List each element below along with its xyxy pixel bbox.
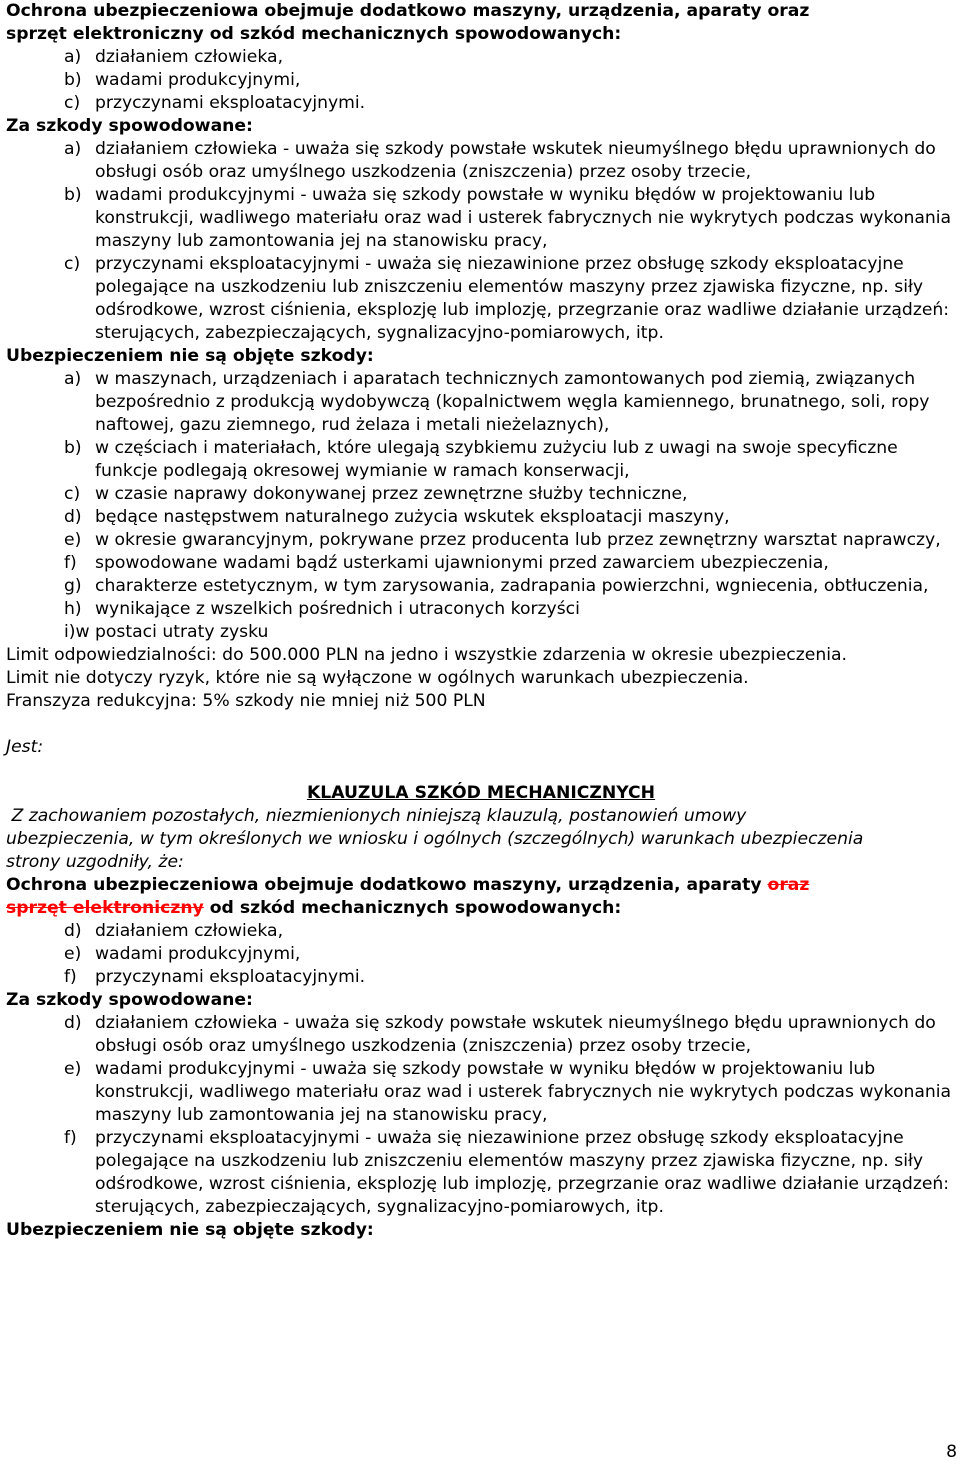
list-item [64, 483, 956, 506]
item-text: wadami produkcyjnymi, [95, 70, 301, 90]
item-label: b) [64, 185, 82, 205]
s1-limit-line2: Limit nie dotyczy ryzyk, które nie są wyłączone w ogólnych warunkach ubezpieczenia. [6, 668, 749, 688]
clause-preamble-line3: strony uzgodniły, że: [6, 852, 184, 872]
clause-preamble-line1: Z zachowaniem pozostałych, niezmienionych niniejszą klauzulą, postanowień umowy [6, 806, 747, 826]
item-label: i) [64, 622, 76, 642]
s1-damages-heading: Za szkody spowodowane: [6, 116, 253, 136]
list-item [64, 1127, 956, 1219]
list-item [64, 92, 956, 115]
spacer [6, 759, 956, 782]
item-text: w postaci utraty zysku [75, 622, 269, 642]
s1-exclusions-heading: Ubezpieczeniem nie są objęte szkody: [6, 346, 374, 366]
item-text: przyczynami eksploatacyjnymi. [95, 93, 366, 113]
s1-damages-list [6, 138, 956, 345]
s2-causes-list [6, 920, 956, 989]
item-text: w czasie naprawy dokonywanej przez zewnętrzne służby techniczne, [95, 484, 688, 504]
struck-text: oraz [767, 875, 810, 895]
item-label: e) [64, 530, 82, 550]
jest-label: Jest: [6, 737, 44, 757]
item-text: działaniem człowieka, [95, 47, 284, 67]
item-label: f) [64, 553, 77, 573]
item-text: spowodowane wadami bądź usterkami ujawnionymi przed zawarciem ubezpieczenia, [95, 553, 829, 573]
item-text: działaniem człowieka - uważa się szkody powstałe wskutek nieumyślnego błędu uprawnionych do obsługi osób oraz umyślnego uszkodzenia (zniszczenia) przez osoby trzecie, [95, 1013, 936, 1056]
item-label: a) [64, 369, 82, 389]
item-label: a) [64, 139, 82, 159]
item-label: c) [64, 484, 81, 504]
item-text: w maszynach, urządzeniach i aparatach technicznych zamontowanych pod ziemią, związanych bezpośrednio z produkcją wydobywczą (kopalnictwem węgla kamiennego, brunatnego, soli, ropy naftowej, gazu ziemnego, rud żelaza i metali nieżelaznych), [95, 369, 930, 435]
item-text: działaniem człowieka, [95, 921, 284, 941]
s2-intro-line2 [6, 897, 956, 920]
document-page [6, 0, 956, 1242]
item-label: c) [64, 93, 81, 113]
s2-damages-list [6, 1012, 956, 1219]
list-item [64, 253, 956, 345]
list-item [64, 598, 956, 621]
item-text: w częściach i materiałach, które ulegają szybkiemu zużyciu lub z uwagi na swoje specyficzne funkcje podlegają okresowej wymianie w ramach konserwacji, [95, 438, 898, 481]
s1-causes-list [6, 46, 956, 115]
s2-intro-text: od szkód mechanicznych spowodowanych: [203, 898, 622, 918]
item-label: b) [64, 438, 82, 458]
item-label: d) [64, 1013, 82, 1033]
item-text: wadami produkcyjnymi - uważa się szkody powstałe w wyniku błędów w projektowaniu lub konstrukcji, wadliwego materiału oraz wad i usterek fabrycznych nie wykrytych podczas wykonania maszyny lub zamontowania jej na stanowisku pracy, [95, 1059, 952, 1125]
list-item [64, 46, 956, 69]
item-text: przyczynami eksploatacyjnymi - uważa się niezawinione przez obsługę szkody eksploatacyjne polegające na uszkodzeniu lub zniszczeniu elementów maszyny przez zjawiska fizyczne, np. siły odśrodkowe, wzrost ciśnienia, eksplozję lub implozję, przegrzanie oraz wadliwe działanie urządzeń: sterujących, zabezpieczających, sygnalizacyjno-pomiarowych, itp. [95, 1128, 950, 1217]
item-label: d) [64, 921, 82, 941]
item-text: charakterze estetycznym, w tym zarysowania, zadrapania powierzchni, wgniecenia, obtłuczenia, [95, 576, 929, 596]
item-text: będące następstwem naturalnego zużycia wskutek eksploatacji maszyny, [95, 507, 730, 527]
spacer [6, 713, 956, 736]
list-item [64, 138, 956, 184]
s1-intro-line2: sprzęt elektroniczny od szkód mechanicznych spowodowanych: [6, 24, 622, 44]
item-text: wynikające z wszelkich pośrednich i utraconych korzyści [95, 599, 580, 619]
list-item [64, 621, 956, 644]
list-item [64, 920, 956, 943]
item-label: g) [64, 576, 82, 596]
struck-text: sprzęt elektroniczny [6, 898, 204, 918]
item-label: b) [64, 70, 82, 90]
s2-damages-heading: Za szkody spowodowane: [6, 990, 253, 1010]
clause-title: KLAUZULA SZKÓD MECHANICZNYCH [306, 783, 656, 803]
s2-intro-line1 [6, 874, 956, 897]
item-label: e) [64, 1059, 82, 1079]
item-label: e) [64, 944, 82, 964]
item-text: działaniem człowieka - uważa się szkody powstałe wskutek nieumyślnego błędu uprawnionych do obsługi osób oraz umyślnego uszkodzenia (zniszczenia) przez osoby trzecie, [95, 139, 936, 182]
s2-exclusions-heading: Ubezpieczeniem nie są objęte szkody: [6, 1220, 374, 1240]
list-item [64, 69, 956, 92]
list-item [64, 1058, 956, 1127]
s1-limit-line1: Limit odpowiedzialności: do 500.000 PLN na jedno i wszystkie zdarzenia w okresie ubezpieczenia. [6, 645, 847, 665]
item-label: h) [64, 599, 82, 619]
item-label: f) [64, 1128, 77, 1148]
list-item [64, 184, 956, 253]
s2-intro-text: Ochrona ubezpieczeniowa obejmuje dodatkowo maszyny, urządzenia, aparaty [6, 875, 768, 895]
list-item [64, 529, 956, 552]
list-item [64, 368, 956, 437]
list-item [64, 943, 956, 966]
list-item [64, 437, 956, 483]
item-label: d) [64, 507, 82, 527]
item-text: w okresie gwarancyjnym, pokrywane przez producenta lub przez zewnętrzny warsztat naprawczy, [95, 530, 941, 550]
list-item [64, 575, 956, 598]
list-item [64, 552, 956, 575]
s1-deductible: Franszyza redukcyjna: 5% szkody nie mniej niż 500 PLN [6, 691, 486, 711]
list-item [64, 1012, 956, 1058]
list-item [64, 966, 956, 989]
list-item [64, 506, 956, 529]
page-number: 8 [946, 1442, 957, 1462]
item-text: przyczynami eksploatacyjnymi - uważa się niezawinione przez obsługę szkody eksploatacyjne polegające na uszkodzeniu lub zniszczeniu elementów maszyny przez zjawiska fizyczne, np. siły odśrodkowe, wzrost ciśnienia, eksplozję lub implozję, przegrzanie oraz wadliwe działanie urządzeń: sterujących, zabezpieczających, sygnalizacyjno-pomiarowych, itp. [95, 254, 950, 343]
item-text: przyczynami eksploatacyjnymi. [95, 967, 366, 987]
item-label: c) [64, 254, 81, 274]
item-label: f) [64, 967, 77, 987]
clause-preamble-line2: ubezpieczenia, w tym określonych we wniosku i ogólnych (szczególnych) warunkach ubezpieczenia [6, 829, 864, 849]
s1-intro-line1: Ochrona ubezpieczeniowa obejmuje dodatkowo maszyny, urządzenia, aparaty oraz [6, 1, 810, 21]
item-text: wadami produkcyjnymi, [95, 944, 301, 964]
item-text: wadami produkcyjnymi - uważa się szkody powstałe w wyniku błędów w projektowaniu lub konstrukcji, wadliwego materiału oraz wad i usterek fabrycznych nie wykrytych podczas wykonania maszyny lub zamontowania jej na stanowisku pracy, [95, 185, 952, 251]
item-label: a) [64, 47, 82, 67]
s1-exclusions-list [6, 368, 956, 644]
